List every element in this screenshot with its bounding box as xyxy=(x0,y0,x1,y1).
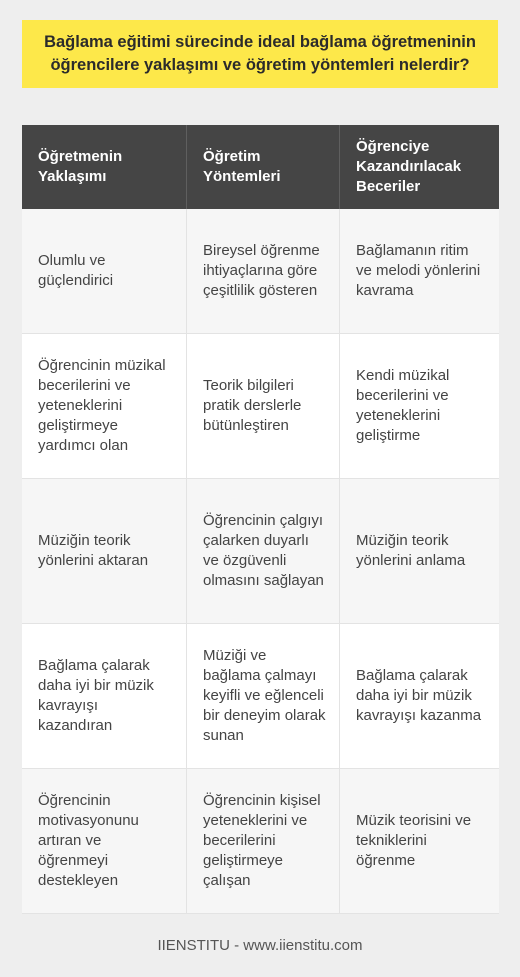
table-row xyxy=(22,334,499,479)
table-cell: Kendi müzikal becerilerini ve yeteneklerini geliştirme xyxy=(340,334,499,479)
table-row xyxy=(22,209,499,334)
page-title: Bağlama eğitimi sürecinde ideal bağlama öğretmeninin öğrencilere yaklaşımı ve öğretim yöntemleri nelerdir? xyxy=(44,33,476,74)
column-header: Öğretim Yöntemleri xyxy=(187,125,340,209)
table-cell: Olumlu ve güçlendirici xyxy=(22,209,187,334)
table-cell: Teorik bilgileri pratik derslerle bütünleştiren xyxy=(187,334,340,479)
table-row xyxy=(22,769,499,914)
table-cell: Öğrencinin motivasyonunu artıran ve öğrenmeyi destekleyen xyxy=(22,769,187,914)
table-cell: Müziğin teorik yönlerini aktaran xyxy=(22,479,187,624)
table-cell: Müzik teorisini ve tekniklerini öğrenme xyxy=(340,769,499,914)
table-cell: Öğrencinin kişisel yeteneklerini ve becerilerini geliştirmeye çalışan xyxy=(187,769,340,914)
table-row xyxy=(22,624,499,769)
table-cell: Müziğin teorik yönlerini anlama xyxy=(340,479,499,624)
table-cell: Bağlamanın ritim ve melodi yönlerini kavrama xyxy=(340,209,499,334)
column-header: Öğrenciye Kazandırılacak Beceriler xyxy=(340,125,499,209)
table-row xyxy=(22,479,499,624)
footer-credit: IIENSTITU - www.iienstitu.com xyxy=(157,937,363,954)
table-header-row xyxy=(22,125,499,209)
table-cell: Bağlama çalarak daha iyi bir müzik kavrayışı kazanma xyxy=(340,624,499,769)
table-cell: Bağlama çalarak daha iyi bir müzik kavrayışı kazandıran xyxy=(22,624,187,769)
comparison-table xyxy=(22,125,499,914)
table-cell: Öğrencinin müzikal becerilerini ve yeteneklerini geliştirmeye yardımcı olan xyxy=(22,334,187,479)
table-cell: Müziği ve bağlama çalmayı keyifli ve eğlenceli bir deneyim olarak sunan xyxy=(187,624,340,769)
title-banner xyxy=(22,20,498,88)
table-cell: Bireysel öğrenme ihtiyaçlarına göre çeşitlilik gösteren xyxy=(187,209,340,334)
table-cell: Öğrencinin çalgıyı çalarken duyarlı ve özgüvenli olmasını sağlayan xyxy=(187,479,340,624)
column-header: Öğretmenin Yaklaşımı xyxy=(22,125,187,209)
